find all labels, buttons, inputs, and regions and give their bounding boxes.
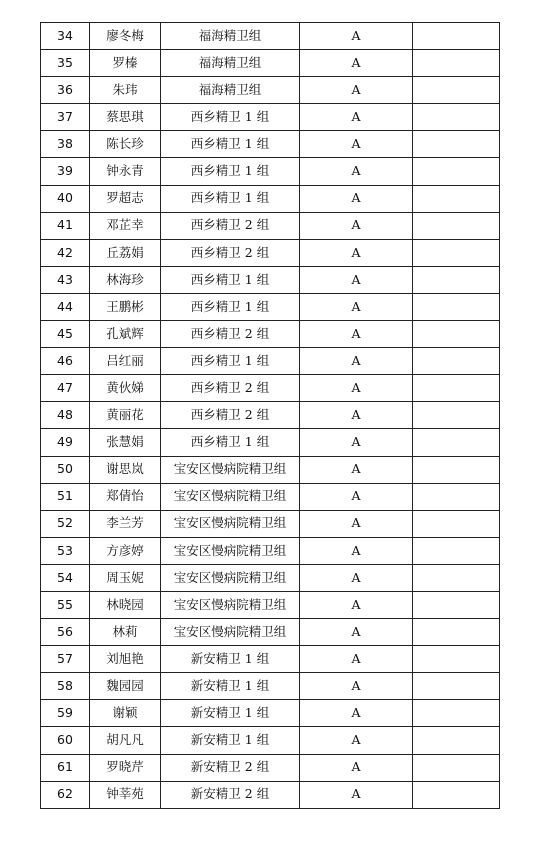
grade-cell: A [300, 754, 413, 781]
empty-cell [413, 239, 500, 266]
grade-cell: A [300, 23, 413, 50]
grade-cell: A [300, 321, 413, 348]
grade-cell: A [300, 646, 413, 673]
row-number-cell: 58 [41, 673, 90, 700]
table-row [41, 266, 500, 293]
row-number-cell: 62 [41, 781, 90, 808]
table-row [41, 23, 500, 50]
empty-cell [413, 348, 500, 375]
row-number-cell: 60 [41, 727, 90, 754]
grade-cell: A [300, 375, 413, 402]
group-cell: 西乡精卫 2 组 [161, 402, 300, 429]
row-number-cell: 39 [41, 158, 90, 185]
table-row [41, 456, 500, 483]
table-row [41, 754, 500, 781]
group-cell: 西乡精卫 1 组 [161, 348, 300, 375]
table-row [41, 781, 500, 808]
row-number-cell: 52 [41, 510, 90, 537]
group-cell: 新安精卫 1 组 [161, 646, 300, 673]
grade-cell: A [300, 429, 413, 456]
name-cell: 王鹏彬 [90, 293, 161, 320]
name-cell: 钟莘苑 [90, 781, 161, 808]
name-cell: 黄伙娣 [90, 375, 161, 402]
grade-cell: A [300, 348, 413, 375]
name-cell: 张慧娟 [90, 429, 161, 456]
grade-cell: A [300, 293, 413, 320]
grade-cell: A [300, 537, 413, 564]
name-cell: 陈长珍 [90, 131, 161, 158]
row-number-cell: 35 [41, 50, 90, 77]
empty-cell [413, 700, 500, 727]
empty-cell [413, 131, 500, 158]
name-cell: 林晓园 [90, 591, 161, 618]
group-cell: 西乡精卫 1 组 [161, 131, 300, 158]
row-number-cell: 43 [41, 266, 90, 293]
grade-cell: A [300, 50, 413, 77]
group-cell: 福海精卫组 [161, 50, 300, 77]
grade-cell: A [300, 781, 413, 808]
group-cell: 西乡精卫 2 组 [161, 212, 300, 239]
row-number-cell: 57 [41, 646, 90, 673]
name-cell: 丘荔娟 [90, 239, 161, 266]
row-number-cell: 54 [41, 564, 90, 591]
row-number-cell: 36 [41, 77, 90, 104]
row-number-cell: 41 [41, 212, 90, 239]
empty-cell [413, 266, 500, 293]
name-cell: 吕红丽 [90, 348, 161, 375]
empty-cell [413, 50, 500, 77]
name-cell: 林海珍 [90, 266, 161, 293]
table-row [41, 727, 500, 754]
empty-cell [413, 781, 500, 808]
row-number-cell: 59 [41, 700, 90, 727]
group-cell: 西乡精卫 1 组 [161, 293, 300, 320]
grade-cell: A [300, 104, 413, 131]
empty-cell [413, 727, 500, 754]
grade-cell: A [300, 212, 413, 239]
empty-cell [413, 321, 500, 348]
table-row [41, 591, 500, 618]
group-cell: 新安精卫 1 组 [161, 727, 300, 754]
row-number-cell: 45 [41, 321, 90, 348]
group-cell: 西乡精卫 2 组 [161, 321, 300, 348]
row-number-cell: 53 [41, 537, 90, 564]
group-cell: 宝安区慢病院精卫组 [161, 591, 300, 618]
table-row [41, 619, 500, 646]
table-row [41, 50, 500, 77]
grade-cell: A [300, 402, 413, 429]
grade-cell: A [300, 591, 413, 618]
group-cell: 新安精卫 2 组 [161, 754, 300, 781]
empty-cell [413, 456, 500, 483]
table-row [41, 510, 500, 537]
empty-cell [413, 212, 500, 239]
table-row [41, 104, 500, 131]
grade-cell: A [300, 239, 413, 266]
empty-cell [413, 510, 500, 537]
table-row [41, 402, 500, 429]
group-cell: 宝安区慢病院精卫组 [161, 537, 300, 564]
empty-cell [413, 402, 500, 429]
row-number-cell: 40 [41, 185, 90, 212]
name-cell: 钟永青 [90, 158, 161, 185]
row-number-cell: 49 [41, 429, 90, 456]
row-number-cell: 34 [41, 23, 90, 50]
empty-cell [413, 77, 500, 104]
group-cell: 西乡精卫 1 组 [161, 104, 300, 131]
table-row [41, 158, 500, 185]
name-cell: 黄丽花 [90, 402, 161, 429]
group-cell: 西乡精卫 1 组 [161, 429, 300, 456]
grade-cell: A [300, 185, 413, 212]
table-row [41, 293, 500, 320]
group-cell: 福海精卫组 [161, 77, 300, 104]
table-row [41, 646, 500, 673]
table-row [41, 564, 500, 591]
table-row [41, 212, 500, 239]
table-row [41, 375, 500, 402]
name-cell: 李兰芳 [90, 510, 161, 537]
empty-cell [413, 619, 500, 646]
empty-cell [413, 537, 500, 564]
empty-cell [413, 104, 500, 131]
empty-cell [413, 646, 500, 673]
grade-cell: A [300, 673, 413, 700]
empty-cell [413, 158, 500, 185]
grade-cell: A [300, 510, 413, 537]
group-cell: 宝安区慢病院精卫组 [161, 619, 300, 646]
name-cell: 罗晓芹 [90, 754, 161, 781]
grade-cell: A [300, 266, 413, 293]
group-cell: 宝安区慢病院精卫组 [161, 510, 300, 537]
row-number-cell: 46 [41, 348, 90, 375]
empty-cell [413, 23, 500, 50]
empty-cell [413, 754, 500, 781]
table-row [41, 700, 500, 727]
row-number-cell: 55 [41, 591, 90, 618]
row-number-cell: 61 [41, 754, 90, 781]
table-row [41, 239, 500, 266]
staff-grade-table [40, 22, 500, 809]
name-cell: 蔡思琪 [90, 104, 161, 131]
name-cell: 郑倩怡 [90, 483, 161, 510]
name-cell: 周玉妮 [90, 564, 161, 591]
table-row [41, 321, 500, 348]
name-cell: 罗超志 [90, 185, 161, 212]
row-number-cell: 48 [41, 402, 90, 429]
grade-cell: A [300, 131, 413, 158]
empty-cell [413, 185, 500, 212]
table-row [41, 429, 500, 456]
table-row [41, 77, 500, 104]
row-number-cell: 38 [41, 131, 90, 158]
empty-cell [413, 375, 500, 402]
name-cell: 谢思岚 [90, 456, 161, 483]
name-cell: 刘旭艳 [90, 646, 161, 673]
name-cell: 胡凡凡 [90, 727, 161, 754]
empty-cell [413, 293, 500, 320]
group-cell: 西乡精卫 1 组 [161, 158, 300, 185]
document-page [40, 22, 498, 809]
group-cell: 西乡精卫 2 组 [161, 375, 300, 402]
name-cell: 方彦婷 [90, 537, 161, 564]
row-number-cell: 51 [41, 483, 90, 510]
row-number-cell: 47 [41, 375, 90, 402]
group-cell: 宝安区慢病院精卫组 [161, 564, 300, 591]
group-cell: 西乡精卫 2 组 [161, 239, 300, 266]
table-row [41, 537, 500, 564]
row-number-cell: 56 [41, 619, 90, 646]
empty-cell [413, 429, 500, 456]
empty-cell [413, 483, 500, 510]
row-number-cell: 42 [41, 239, 90, 266]
row-number-cell: 37 [41, 104, 90, 131]
grade-cell: A [300, 158, 413, 185]
grade-cell: A [300, 456, 413, 483]
group-cell: 新安精卫 1 组 [161, 700, 300, 727]
empty-cell [413, 564, 500, 591]
table-body [41, 23, 500, 809]
empty-cell [413, 591, 500, 618]
empty-cell [413, 673, 500, 700]
row-number-cell: 44 [41, 293, 90, 320]
name-cell: 罗榛 [90, 50, 161, 77]
row-number-cell: 50 [41, 456, 90, 483]
name-cell: 邓芷幸 [90, 212, 161, 239]
group-cell: 宝安区慢病院精卫组 [161, 483, 300, 510]
group-cell: 西乡精卫 1 组 [161, 266, 300, 293]
grade-cell: A [300, 564, 413, 591]
table-row [41, 483, 500, 510]
table-row [41, 348, 500, 375]
group-cell: 新安精卫 1 组 [161, 673, 300, 700]
grade-cell: A [300, 727, 413, 754]
group-cell: 宝安区慢病院精卫组 [161, 456, 300, 483]
table-row [41, 673, 500, 700]
group-cell: 西乡精卫 1 组 [161, 185, 300, 212]
group-cell: 新安精卫 2 组 [161, 781, 300, 808]
name-cell: 孔斌辉 [90, 321, 161, 348]
grade-cell: A [300, 619, 413, 646]
grade-cell: A [300, 700, 413, 727]
name-cell: 魏园园 [90, 673, 161, 700]
grade-cell: A [300, 77, 413, 104]
table-row [41, 131, 500, 158]
grade-cell: A [300, 483, 413, 510]
group-cell: 福海精卫组 [161, 23, 300, 50]
name-cell: 林莉 [90, 619, 161, 646]
name-cell: 朱玮 [90, 77, 161, 104]
name-cell: 谢颖 [90, 700, 161, 727]
name-cell: 廖冬梅 [90, 23, 161, 50]
table-row [41, 185, 500, 212]
